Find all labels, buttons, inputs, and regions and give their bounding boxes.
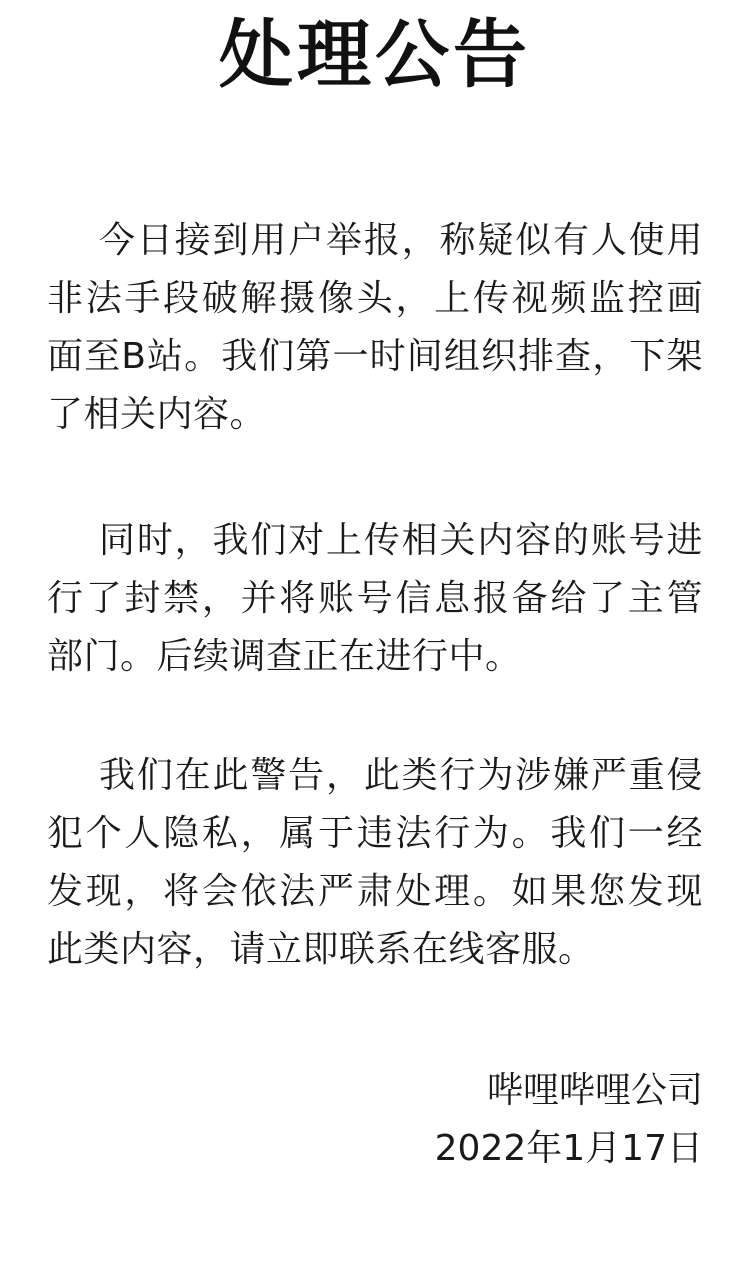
notice-title: 处理公告 bbox=[219, 12, 531, 98]
notice-paragraph-1: 今日接到用户举报，称疑似有人使用非法手段破解摄像头，上传视频监控画面至B站。我们第一时间组织排查，下架了相关内容。 bbox=[47, 220, 703, 435]
notice-paragraph-2: 同时，我们对上传相关内容的账号进行了封禁，并将账号信息报备给了主管部门。后续调查正在进行中。 bbox=[47, 520, 703, 677]
notice-date: 2022年1月17日 bbox=[434, 1128, 703, 1169]
notice-paragraph-3: 我们在此警告，此类行为涉嫌严重侵犯个人隐私，属于违法行为。我们一经发现，将会依法严肃处理。如果您发现此类内容，请立即联系在线客服。 bbox=[47, 755, 703, 970]
company-signature: 哔哩哔哩公司 bbox=[486, 1070, 703, 1111]
